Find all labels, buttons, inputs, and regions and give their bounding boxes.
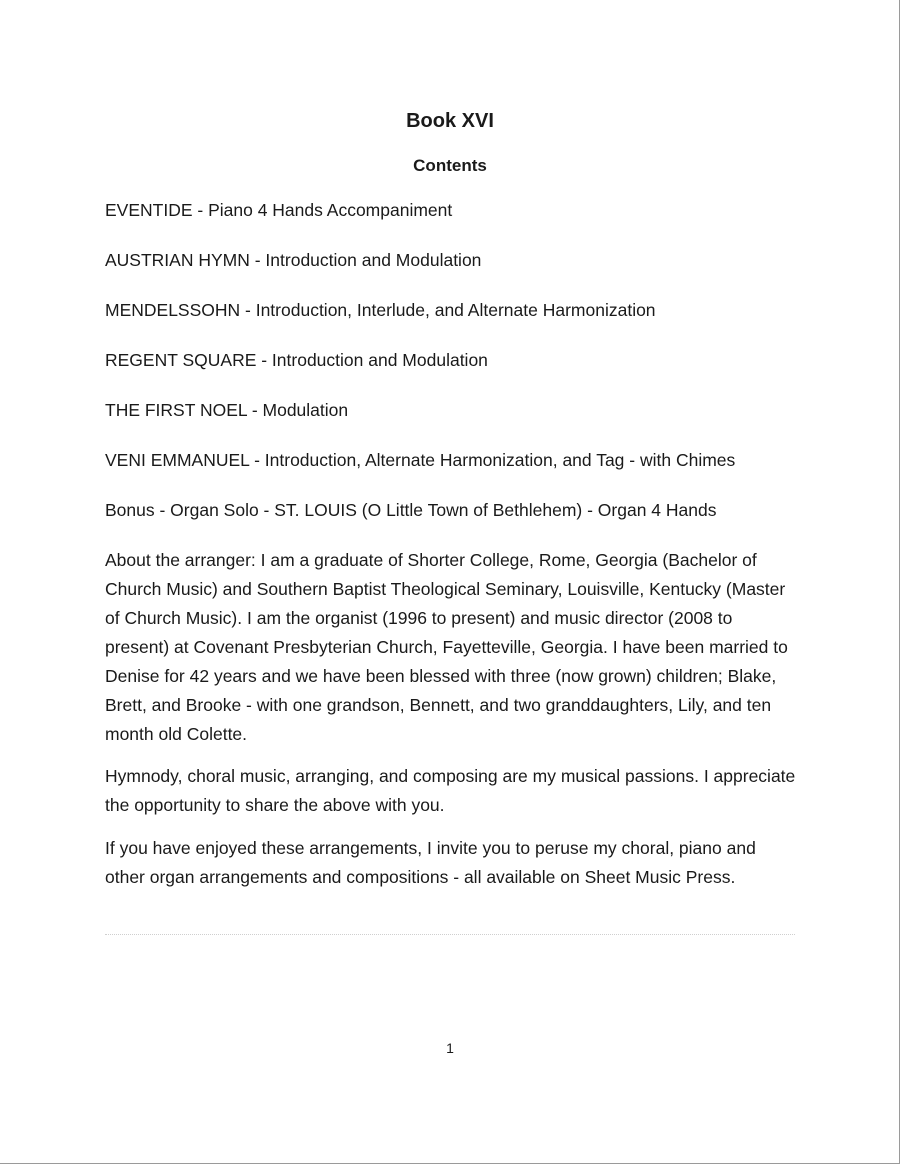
contents-item: AUSTRIAN HYMN - Introduction and Modulation	[105, 250, 482, 270]
invitation-paragraph: If you have enjoyed these arrangements, I invite you to peruse my choral, piano and other organ arrangements and compositions - all available on Sheet Music Press.	[105, 838, 756, 887]
contents-list	[105, 199, 805, 549]
contents-heading: Contents	[413, 156, 487, 175]
contents-item: MENDELSSOHN - Introduction, Interlude, and Alternate Harmonization	[105, 300, 656, 320]
about-arranger-paragraph: About the arranger: I am a graduate of Shorter College, Rome, Georgia (Bachelor of Church Music) and Southern Baptist Theological Seminary, Louisville, Kentucky (Master of Church Music). I am the organist (1996 to present) and music director (2008 to present) at Covenant Presbyterian Church, Fayetteville, Georgia. I have been married to Denise for 42 years and we have been blessed with three (now grown) children; Blake, Brett, and Brooke - with one grandson, Bennett, and two granddaughters, Lily, and ten month old Colette.	[105, 550, 788, 744]
contents-item: EVENTIDE - Piano 4 Hands Accompaniment	[105, 200, 453, 220]
musical-passions-paragraph: Hymnody, choral music, arranging, and composing are my musical passions. I appreciate the opportunity to share the above with you.	[105, 766, 796, 815]
contents-item: Bonus - Organ Solo - ST. LOUIS (O Little Town of Bethlehem) - Organ 4 Hands	[105, 500, 717, 520]
contents-item: THE FIRST NOEL - Modulation	[105, 400, 349, 420]
page-title: Book XVI	[406, 110, 494, 132]
divider	[105, 934, 795, 935]
contents-item: VENI EMMANUEL - Introduction, Alternate Harmonization, and Tag - with Chimes	[105, 450, 736, 470]
contents-item: REGENT SQUARE - Introduction and Modulation	[105, 350, 488, 370]
page-number: 1	[446, 1040, 454, 1056]
